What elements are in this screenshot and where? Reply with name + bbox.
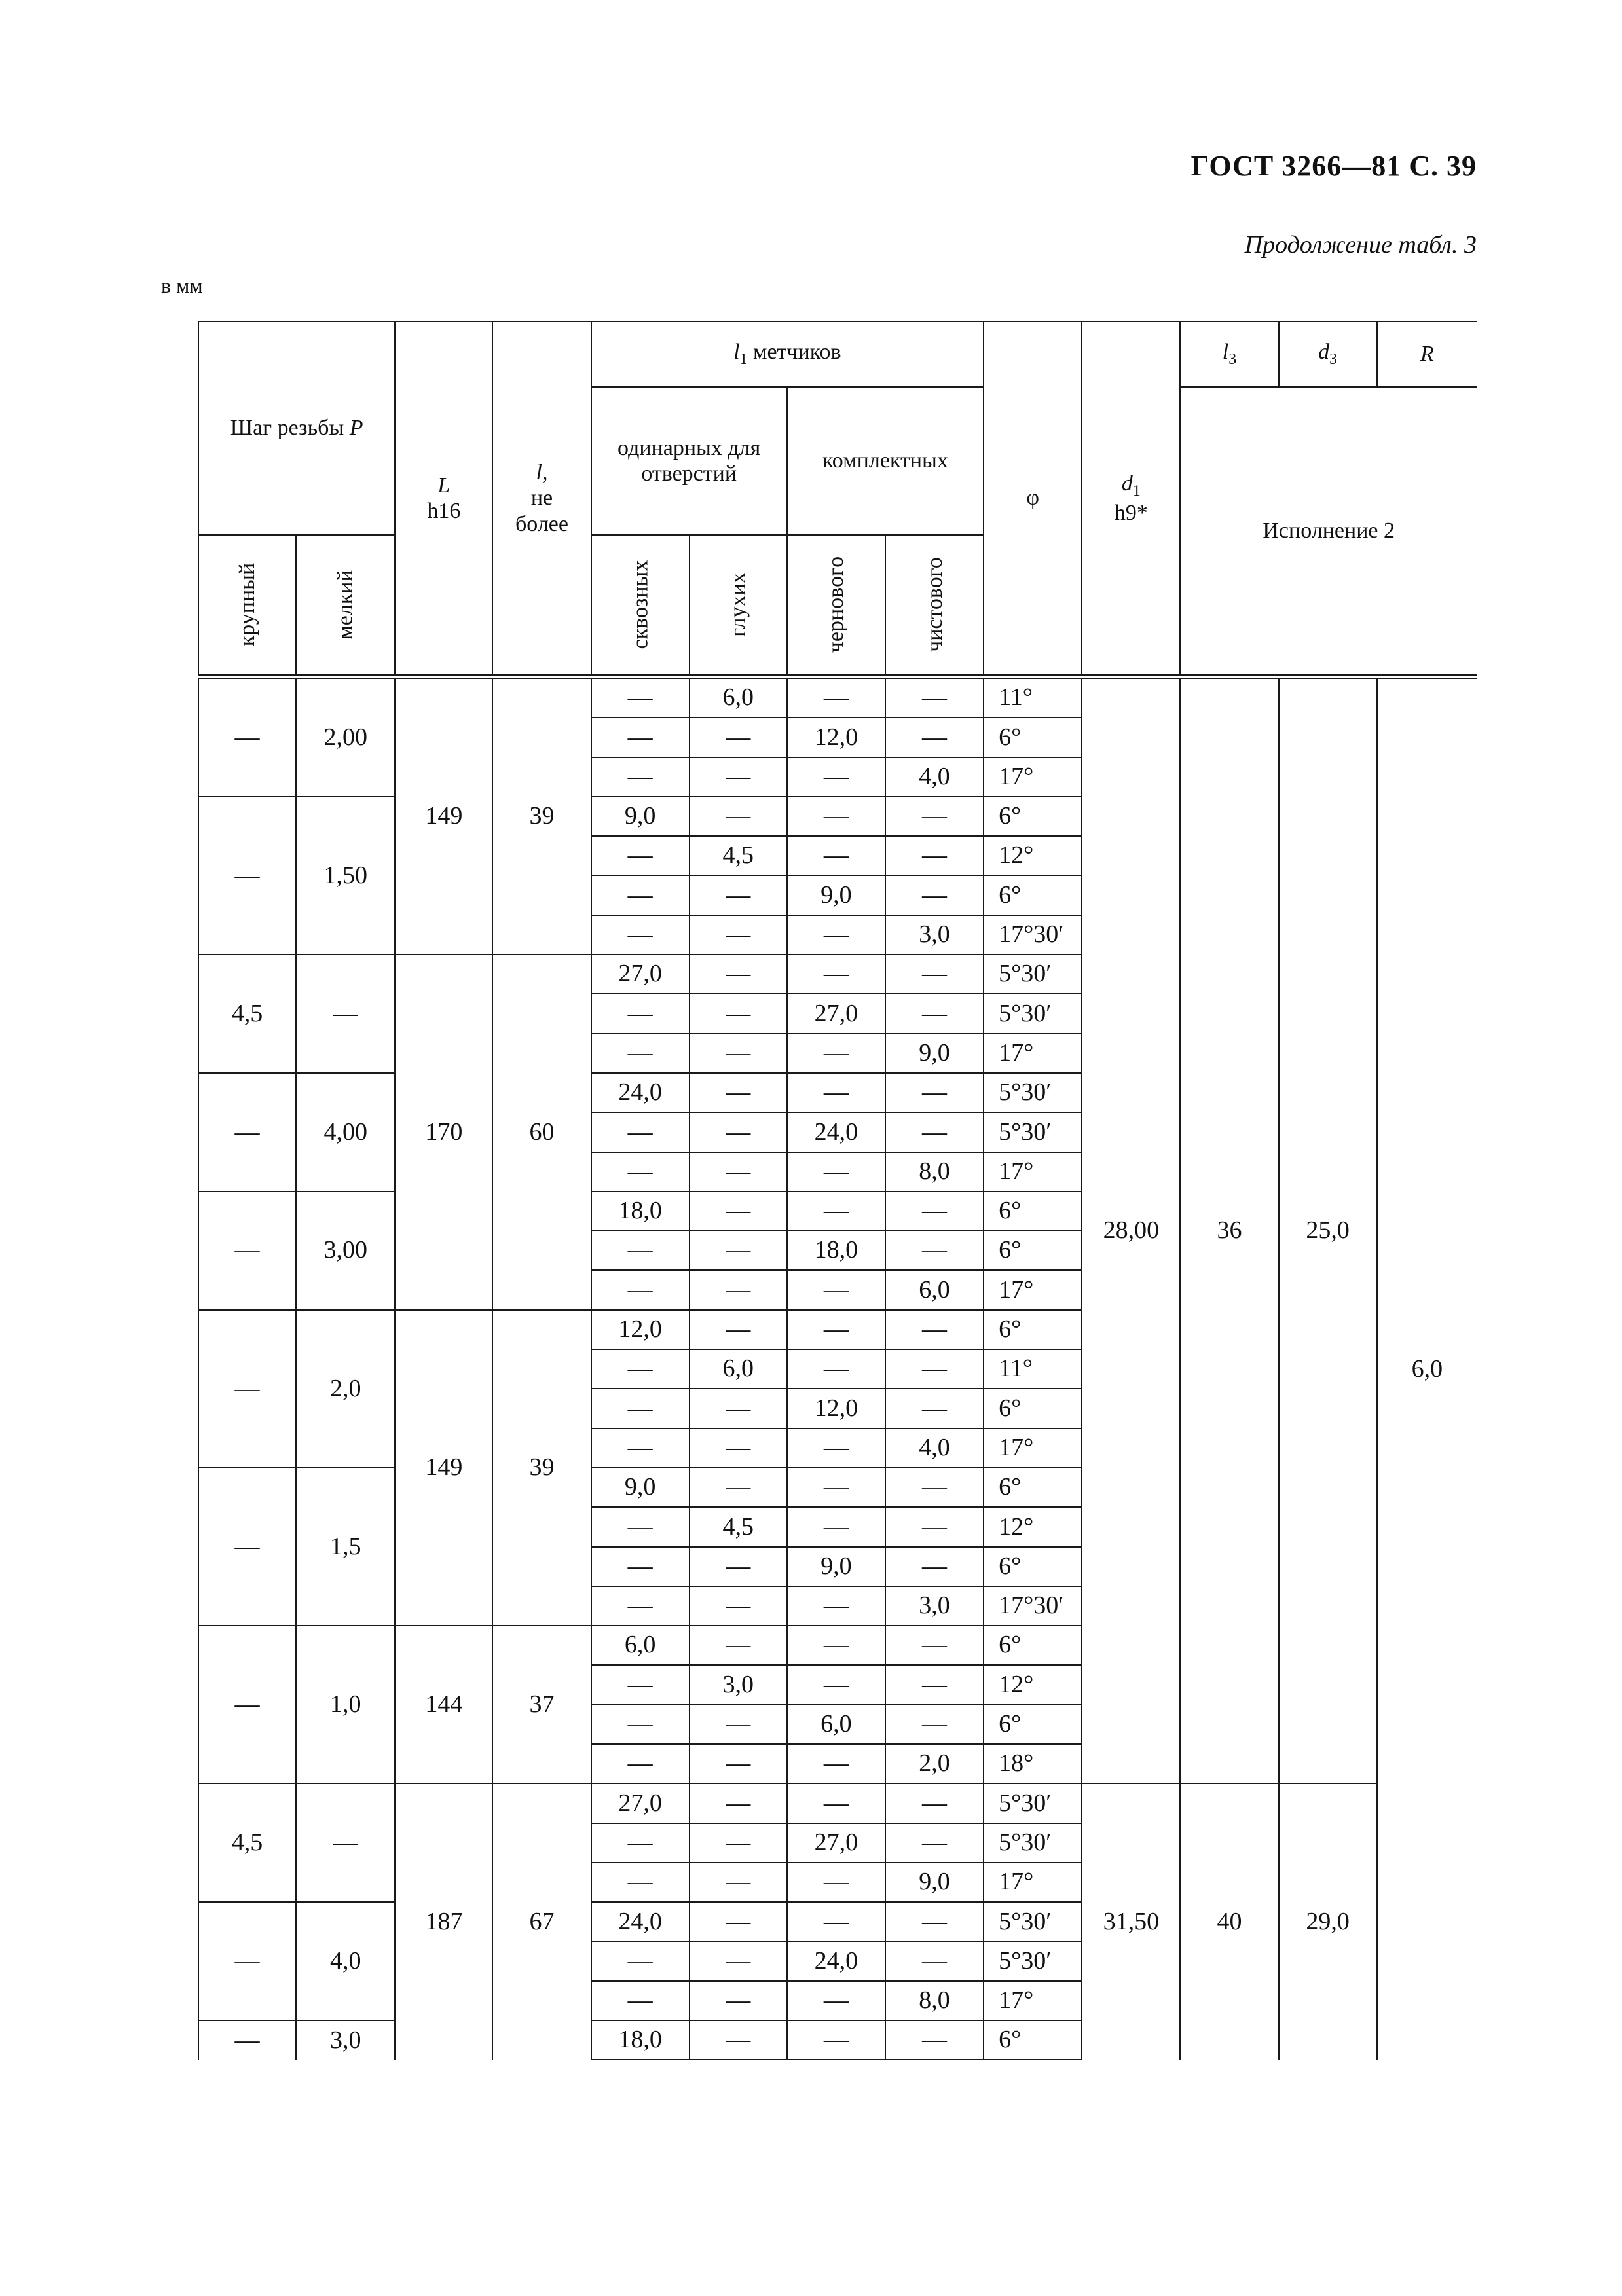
through-cell: 9,0 <box>591 1468 690 1507</box>
finish-cell: — <box>885 836 984 875</box>
l1-symbol: l <box>733 340 740 365</box>
rough-cell: 12,0 <box>787 718 885 757</box>
coarse-pitch-cell: — <box>198 1468 296 1626</box>
fine-pitch-cell: 3,00 <box>296 1192 395 1310</box>
coarse-pitch-cell: — <box>198 797 296 955</box>
complete-taps-label: комплектных <box>822 448 948 473</box>
l3-cell: 36 <box>1180 677 1278 1784</box>
blind-cell: — <box>690 1783 787 1823</box>
d1-header-cell <box>1082 321 1180 677</box>
through-cell: — <box>591 1547 690 1586</box>
phi-cell: 12° <box>984 836 1082 875</box>
blind-cell: — <box>690 875 787 915</box>
l-header-cell: l, не более <box>492 321 591 677</box>
rough-cell: — <box>787 1270 885 1309</box>
finish-cell: — <box>885 1823 984 1863</box>
through-cell: — <box>591 1112 690 1152</box>
phi-cell: 5°30′ <box>984 1942 1082 1981</box>
phi-cell: 6° <box>984 1310 1082 1349</box>
blind-cell: — <box>690 915 787 955</box>
L-symbol: L <box>437 473 451 498</box>
variant-header-cell <box>1180 387 1477 677</box>
through-cell: — <box>591 1507 690 1546</box>
blind-cell: — <box>690 1942 787 1981</box>
pitch-header-cell <box>198 321 395 535</box>
finish-cell: — <box>885 2020 984 2060</box>
rough-cell: 27,0 <box>787 1823 885 1863</box>
through-cell: 9,0 <box>591 797 690 836</box>
through-cell: — <box>591 836 690 875</box>
l3-symbol: l <box>1222 340 1229 365</box>
blind-cell: 6,0 <box>690 677 787 718</box>
finish-cell: 2,0 <box>885 1744 984 1783</box>
finish-cell: 6,0 <box>885 1270 984 1309</box>
phi-cell: 6° <box>984 1389 1082 1428</box>
blind-cell: — <box>690 1744 787 1783</box>
blind-cell: — <box>690 757 787 797</box>
l1-header-cell <box>591 321 984 387</box>
blind-cell: — <box>690 797 787 836</box>
finish-cell: — <box>885 1942 984 1981</box>
d3-cell: 25,0 <box>1279 677 1377 1784</box>
table-continuation-note: Продолжение табл. 3 <box>1244 231 1477 259</box>
phi-cell: 17° <box>984 757 1082 797</box>
phi-cell: 17° <box>984 1152 1082 1192</box>
through-cell: — <box>591 1942 690 1981</box>
finish-cell: — <box>885 1231 984 1270</box>
units-label: в мм <box>161 274 203 297</box>
phi-cell: 17°30′ <box>984 915 1082 955</box>
page-header: ГОСТ 3266—81 С. 39 <box>1190 150 1477 182</box>
phi-cell: 5°30′ <box>984 1783 1082 1823</box>
d3-symbol: d <box>1318 340 1330 365</box>
blind-cell: — <box>690 1192 787 1231</box>
blind-label: глухих <box>726 572 750 638</box>
coarse-pitch-cell: — <box>198 1626 296 1783</box>
blind-cell: — <box>690 1981 787 2020</box>
phi-cell: 5°30′ <box>984 955 1082 994</box>
rough-cell: 9,0 <box>787 875 885 915</box>
blind-cell: — <box>690 1468 787 1507</box>
finish-cell: 3,0 <box>885 915 984 955</box>
phi-cell: 12° <box>984 1665 1082 1704</box>
pitch-header-label: Шаг резьбы <box>230 416 344 441</box>
finish-cell: 9,0 <box>885 1034 984 1073</box>
single-taps-header <box>591 387 787 535</box>
blind-cell: — <box>690 1586 787 1626</box>
finish-cell: 4,0 <box>885 757 984 797</box>
phi-cell: 11° <box>984 1349 1082 1389</box>
coarse-pitch-label: крупный <box>235 563 259 647</box>
fine-pitch-cell: 1,50 <box>296 797 395 955</box>
finish-cell: — <box>885 1389 984 1428</box>
fine-pitch-cell: 4,00 <box>296 1073 395 1192</box>
finish-cell: — <box>885 955 984 994</box>
phi-symbol: φ <box>1026 486 1039 511</box>
finish-cell: 8,0 <box>885 1981 984 2020</box>
finish-cell: — <box>885 1349 984 1389</box>
blind-cell: — <box>690 1823 787 1863</box>
phi-header-cell <box>984 321 1082 677</box>
l1-subscript: 1 <box>739 351 748 369</box>
l-note-1: не <box>530 486 553 511</box>
phi-cell: 6° <box>984 1468 1082 1507</box>
l3-subscript: 3 <box>1228 351 1237 369</box>
rough-cell: — <box>787 1783 885 1823</box>
finish-cell: 9,0 <box>885 1863 984 1902</box>
finish-cell: — <box>885 1073 984 1112</box>
blind-cell: — <box>690 1073 787 1112</box>
table-body <box>198 677 1477 2060</box>
finish-cell: — <box>885 1507 984 1546</box>
rough-cell: — <box>787 1744 885 1783</box>
rough-cell: — <box>787 955 885 994</box>
rough-cell: — <box>787 1192 885 1231</box>
finish-cell: — <box>885 1783 984 1823</box>
rough-cell: 27,0 <box>787 994 885 1033</box>
through-cell: — <box>591 1429 690 1468</box>
l-cell: 37 <box>492 1626 591 1783</box>
d1-tolerance: h9* <box>1114 501 1148 526</box>
phi-cell: 11° <box>984 677 1082 718</box>
l1-header-label: метчиков <box>747 340 841 365</box>
phi-cell: 17° <box>984 1863 1082 1902</box>
through-header <box>591 535 690 677</box>
blind-cell: 4,5 <box>690 836 787 875</box>
through-cell: — <box>591 757 690 797</box>
tap-dimensions-table <box>198 321 1477 2060</box>
coarse-pitch-header <box>198 535 296 677</box>
rough-cell: — <box>787 1429 885 1468</box>
phi-cell: 17°30′ <box>984 1586 1082 1626</box>
rough-cell: — <box>787 1349 885 1389</box>
phi-cell: 12° <box>984 1507 1082 1546</box>
phi-cell: 5°30′ <box>984 1073 1082 1112</box>
pitch-symbol: P <box>349 416 363 441</box>
phi-cell: 18° <box>984 1744 1082 1783</box>
blind-cell: — <box>690 955 787 994</box>
through-cell: — <box>591 1981 690 2020</box>
finish-cell: 3,0 <box>885 1586 984 1626</box>
finish-cell: 4,0 <box>885 1429 984 1468</box>
finish-cell: — <box>885 994 984 1033</box>
blind-cell: — <box>690 2020 787 2060</box>
finish-label: чистового <box>922 557 947 653</box>
phi-cell: 17° <box>984 1981 1082 2020</box>
finish-cell: — <box>885 1665 984 1704</box>
through-cell: 6,0 <box>591 1626 690 1665</box>
through-cell: 18,0 <box>591 1192 690 1231</box>
phi-cell: 6° <box>984 718 1082 757</box>
d3-header-cell <box>1279 321 1377 387</box>
l-cell: 67 <box>492 1783 591 2060</box>
fine-pitch-header <box>296 535 395 677</box>
through-cell: — <box>591 1863 690 1902</box>
fine-pitch-cell: 1,0 <box>296 1626 395 1783</box>
coarse-pitch-cell: — <box>198 677 296 797</box>
phi-cell: 6° <box>984 1705 1082 1744</box>
rough-cell: — <box>787 1665 885 1704</box>
L-cell: 144 <box>395 1626 492 1783</box>
blind-cell: 3,0 <box>690 1665 787 1704</box>
phi-cell: 6° <box>984 1192 1082 1231</box>
rough-cell: — <box>787 1586 885 1626</box>
rough-cell: — <box>787 1468 885 1507</box>
d1-cell: 28,00 <box>1082 677 1180 1784</box>
through-cell: — <box>591 1389 690 1428</box>
L-tolerance: h16 <box>427 499 461 523</box>
fine-pitch-cell: 3,0 <box>296 2020 395 2060</box>
through-cell: — <box>591 1270 690 1309</box>
finish-cell: — <box>885 1468 984 1507</box>
table-row <box>198 677 1477 718</box>
blind-cell: — <box>690 1902 787 1941</box>
blind-cell: — <box>690 1310 787 1349</box>
through-cell: — <box>591 1823 690 1863</box>
blind-header <box>690 535 787 677</box>
rough-cell: — <box>787 1073 885 1112</box>
l-cell: 39 <box>492 1310 591 1626</box>
phi-cell: 6° <box>984 797 1082 836</box>
rough-cell: — <box>787 677 885 718</box>
fine-pitch-cell: 2,00 <box>296 677 395 797</box>
finish-cell: — <box>885 1192 984 1231</box>
fine-pitch-cell: — <box>296 1783 395 1902</box>
coarse-pitch-cell: 4,5 <box>198 1783 296 1902</box>
blind-cell: — <box>690 1626 787 1665</box>
blind-cell: — <box>690 994 787 1033</box>
rough-cell: 6,0 <box>787 1705 885 1744</box>
single-taps-label-1: одинарных для <box>617 435 761 460</box>
phi-cell: 5°30′ <box>984 1823 1082 1863</box>
phi-cell: 6° <box>984 1626 1082 1665</box>
R-header-cell <box>1377 321 1477 387</box>
phi-cell: 5°30′ <box>984 994 1082 1033</box>
d3-subscript: 3 <box>1329 351 1338 369</box>
coarse-pitch-cell: — <box>198 1192 296 1310</box>
l-note-2: более <box>515 511 568 536</box>
blind-cell: — <box>690 1231 787 1270</box>
rough-cell: — <box>787 1507 885 1546</box>
blind-cell: — <box>690 1863 787 1902</box>
R-cell: 6,0 <box>1377 677 1477 2060</box>
rough-cell: — <box>787 757 885 797</box>
rough-cell: 18,0 <box>787 1231 885 1270</box>
through-cell: — <box>591 875 690 915</box>
through-cell: — <box>591 718 690 757</box>
L-cell: 149 <box>395 677 492 955</box>
l3-header-cell <box>1180 321 1278 387</box>
rough-cell: — <box>787 836 885 875</box>
rough-cell: — <box>787 1310 885 1349</box>
complete-taps-header <box>787 387 984 535</box>
blind-cell: — <box>690 1429 787 1468</box>
finish-cell: — <box>885 1626 984 1665</box>
through-cell: — <box>591 1665 690 1704</box>
L-cell: 149 <box>395 1310 492 1626</box>
finish-cell: 8,0 <box>885 1152 984 1192</box>
phi-cell: 17° <box>984 1429 1082 1468</box>
through-cell: 27,0 <box>591 955 690 994</box>
l3-cell: 40 <box>1180 1783 1278 2060</box>
blind-cell: — <box>690 1152 787 1192</box>
finish-cell: — <box>885 1310 984 1349</box>
finish-cell: — <box>885 875 984 915</box>
blind-cell: 4,5 <box>690 1507 787 1546</box>
rough-cell: 24,0 <box>787 1942 885 1981</box>
through-cell: — <box>591 1034 690 1073</box>
rough-cell: — <box>787 2020 885 2060</box>
rough-cell: — <box>787 1152 885 1192</box>
rough-cell: — <box>787 1863 885 1902</box>
l-cell: 60 <box>492 955 591 1310</box>
finish-cell: — <box>885 1547 984 1586</box>
phi-cell: 6° <box>984 2020 1082 2060</box>
d1-subscript: 1 <box>1132 482 1141 500</box>
table-header <box>198 321 1477 677</box>
rough-cell: — <box>787 1034 885 1073</box>
L-cell: 170 <box>395 955 492 1310</box>
rough-header <box>787 535 885 677</box>
phi-cell: 5°30′ <box>984 1112 1082 1152</box>
rough-cell: — <box>787 1626 885 1665</box>
through-cell: — <box>591 1586 690 1626</box>
l-symbol: l <box>536 460 542 485</box>
phi-cell: 6° <box>984 875 1082 915</box>
variant-label: Исполнение 2 <box>1263 519 1395 543</box>
through-cell: 24,0 <box>591 1902 690 1941</box>
blind-cell: — <box>690 1112 787 1152</box>
finish-cell: — <box>885 1112 984 1152</box>
blind-cell: — <box>690 1034 787 1073</box>
phi-cell: 5°30′ <box>984 1902 1082 1941</box>
blind-cell: — <box>690 1270 787 1309</box>
through-cell: 18,0 <box>591 2020 690 2060</box>
through-cell: — <box>591 1705 690 1744</box>
table-row <box>198 1783 1477 1823</box>
rough-cell: — <box>787 797 885 836</box>
d1-symbol: d <box>1121 471 1133 496</box>
through-cell: 27,0 <box>591 1783 690 1823</box>
blind-cell: — <box>690 1705 787 1744</box>
fine-pitch-cell: — <box>296 955 395 1073</box>
rough-cell: — <box>787 1981 885 2020</box>
through-cell: — <box>591 1744 690 1783</box>
coarse-pitch-cell: — <box>198 1073 296 1192</box>
through-label: сквозных <box>628 560 653 649</box>
L-cell: 187 <box>395 1783 492 2060</box>
finish-cell: — <box>885 1705 984 1744</box>
fine-pitch-cell: 2,0 <box>296 1310 395 1468</box>
through-cell: — <box>591 915 690 955</box>
blind-cell: — <box>690 1389 787 1428</box>
rough-cell: 12,0 <box>787 1389 885 1428</box>
through-cell: 12,0 <box>591 1310 690 1349</box>
through-cell: — <box>591 994 690 1033</box>
coarse-pitch-cell: — <box>198 1310 296 1468</box>
single-taps-label-2: отверстий <box>641 462 737 486</box>
through-cell: — <box>591 1349 690 1389</box>
fine-pitch-label: мелкий <box>333 570 358 640</box>
fine-pitch-cell: 4,0 <box>296 1902 395 2020</box>
L-header-cell <box>395 321 492 677</box>
phi-cell: 6° <box>984 1231 1082 1270</box>
finish-cell: — <box>885 1902 984 1941</box>
l-cell: 39 <box>492 677 591 955</box>
phi-cell: 17° <box>984 1034 1082 1073</box>
coarse-pitch-cell: — <box>198 2020 296 2060</box>
blind-cell: — <box>690 1547 787 1586</box>
through-cell: — <box>591 1231 690 1270</box>
through-cell: — <box>591 677 690 718</box>
finish-cell: — <box>885 797 984 836</box>
R-symbol: R <box>1420 342 1434 367</box>
rough-label: чернового <box>824 556 849 653</box>
rough-cell: — <box>787 915 885 955</box>
finish-cell: — <box>885 677 984 718</box>
d3-cell: 29,0 <box>1279 1783 1377 2060</box>
through-cell: — <box>591 1152 690 1192</box>
coarse-pitch-cell: 4,5 <box>198 955 296 1073</box>
coarse-pitch-cell: — <box>198 1902 296 2020</box>
finish-header <box>885 535 984 677</box>
rough-cell: 24,0 <box>787 1112 885 1152</box>
d1-cell: 31,50 <box>1082 1783 1180 2060</box>
through-cell: 24,0 <box>591 1073 690 1112</box>
fine-pitch-cell: 1,5 <box>296 1468 395 1626</box>
phi-cell: 17° <box>984 1270 1082 1309</box>
rough-cell: 9,0 <box>787 1547 885 1586</box>
blind-cell: 6,0 <box>690 1349 787 1389</box>
finish-cell: — <box>885 718 984 757</box>
rough-cell: — <box>787 1902 885 1941</box>
phi-cell: 6° <box>984 1547 1082 1586</box>
blind-cell: — <box>690 718 787 757</box>
